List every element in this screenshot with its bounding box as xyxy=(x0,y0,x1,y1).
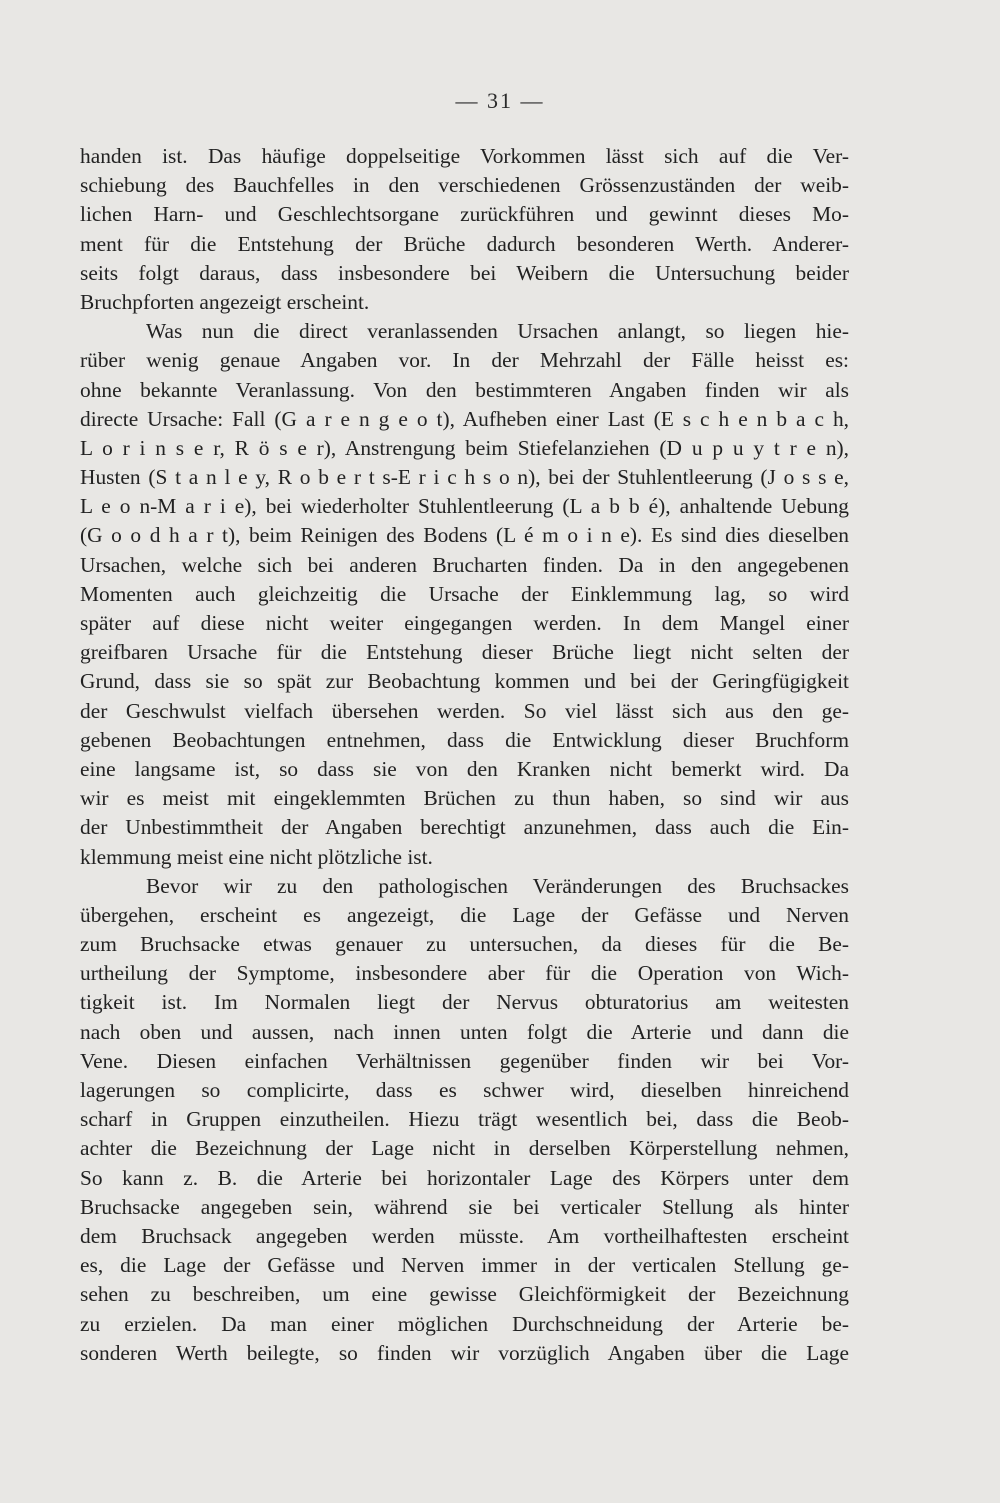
text-line: achter die Bezeichnung der Lage nicht in derselben Körperstellung nehmen, xyxy=(80,1136,849,1161)
text-line: Was nun die direct veranlassenden Ursachen anlangt, so liegen hie- xyxy=(146,319,849,344)
text-line: klemmung meist eine nicht plötzliche ist. xyxy=(80,844,433,869)
page-number: — 31 — xyxy=(455,88,545,113)
text-line: L o r i n s e r, R ö s e r), Anstrengung beim Stiefelanziehen (D u p u y t r e n), xyxy=(80,435,849,460)
text-line: So kann z. B. die Arterie bei horizontaler Lage des Körpers unter dem xyxy=(80,1165,849,1190)
text-line: lagerungen so complicirte, dass es schwer wird, dieselben hinreichend xyxy=(80,1078,849,1102)
text-line: Vene. Diesen einfachen Verhältnissen gegenüber finden wir bei Vor- xyxy=(80,1048,849,1073)
text-line: Husten (S t a n l e y, R o b e r t s-E r i c h s o n), bei der Stuhlentleerung (J o s s e, xyxy=(80,465,849,490)
text-line: seits folgt daraus, dass insbesondere bei Weibern die Untersuchung beider xyxy=(80,260,849,285)
text-line: dem Bruchsack angegeben werden müsste. Am vortheilhaftesten erscheint xyxy=(80,1223,849,1248)
text-line: zum Bruchsacke etwas genauer zu untersuchen, da dieses für die Be- xyxy=(80,932,849,957)
text-line: wir es meist mit eingeklemmten Brüchen zu thun haben, so sind wir aus xyxy=(80,786,849,811)
text-line: greifbaren Ursache für die Entstehung dieser Brüche liegt nicht selten der xyxy=(80,640,849,665)
text-line: schiebung des Bauchfelles in den verschiedenen Grössenzuständen der weib- xyxy=(80,173,849,198)
text-line: später auf diese nicht weiter eingegangen werden. In dem Mangel einer xyxy=(80,611,849,635)
text-line: (G o o d h a r t), beim Reinigen des Bodens (L é m o i n e). Es sind dies dieselben xyxy=(80,523,849,548)
text-line: es, die Lage der Gefässe und Nerven immer in der verticalen Stellung ge- xyxy=(80,1253,849,1278)
text-line: scharf in Gruppen einzutheilen. Hiezu trägt wesentlich bei, dass die Beob- xyxy=(80,1107,849,1132)
text-line: eine langsame ist, so dass sie von den Kranken nicht bemerkt wird. Da xyxy=(80,756,849,781)
text-line: ment für die Entstehung der Brüche dadurch besonderen Werth. Anderer- xyxy=(80,231,849,256)
text-line: ohne bekannte Veranlassung. Von den bestimmteren Angaben finden wir als xyxy=(80,377,849,402)
text-line: der Geschwulst vielfach übersehen werden. So viel lässt sich aus den ge- xyxy=(80,698,849,723)
text-line: Bruchpforten angezeigt erscheint. xyxy=(80,289,370,314)
text-line: Momenten auch gleichzeitig die Ursache der Einklemmung lag, so wird xyxy=(80,581,849,606)
text-line: rüber wenig genaue Angaben vor. In der Mehrzahl der Fälle heisst es: xyxy=(80,348,849,373)
body-text xyxy=(80,142,849,1368)
text-line: nach oben und aussen, nach innen unten folgt die Arterie und dann die xyxy=(80,1019,849,1044)
text-line: gebenen Beobachtungen entnehmen, dass die Entwicklung dieser Bruchform xyxy=(80,727,849,752)
text-line: Bruchsacke angegeben sein, während sie bei verticaler Stellung als hinter xyxy=(80,1194,849,1219)
text-line: tigkeit ist. Im Normalen liegt der Nervus obturatorius am weitesten xyxy=(80,990,849,1015)
text-line: handen ist. Das häufige doppelseitige Vorkommen lässt sich auf die Ver- xyxy=(80,144,849,168)
text-line: urtheilung der Symptome, insbesondere aber für die Operation von Wich- xyxy=(80,961,849,986)
text-line: sonderen Werth beilegte, so finden wir vorzüglich Angaben über die Lage xyxy=(80,1340,849,1365)
text-line: Grund, dass sie so spät zur Beobachtung kommen und bei der Geringfügigkeit xyxy=(80,669,849,694)
text-line: Ursachen, welche sich bei anderen Brucharten finden. Da in den angegebenen xyxy=(80,552,849,577)
text-line: directe Ursache: Fall (G a r e n g e o t), Aufheben einer Last (E s c h e n b a c h, xyxy=(80,406,849,431)
text-line: Bevor wir zu den pathologischen Veränderungen des Bruchsackes xyxy=(146,873,849,898)
text-line: übergehen, erscheint es angezeigt, die Lage der Gefässe und Nerven xyxy=(80,902,849,927)
text-line: L e o n-M a r i e), bei wiederholter Stuhlentleerung (L a b b é), anhaltende Uebung xyxy=(80,494,849,519)
text-line: sehen zu beschreiben, um eine gewisse Gleichförmigkeit der Bezeichnung xyxy=(80,1282,849,1307)
text-line: lichen Harn- und Geschlechtsorgane zurückführen und gewinnt dieses Mo- xyxy=(80,202,849,227)
text-line: der Unbestimmtheit der Angaben berechtigt anzunehmen, dass auch die Ein- xyxy=(80,815,849,840)
text-line: zu erzielen. Da man einer möglichen Durchschneidung der Arterie be- xyxy=(80,1311,849,1336)
